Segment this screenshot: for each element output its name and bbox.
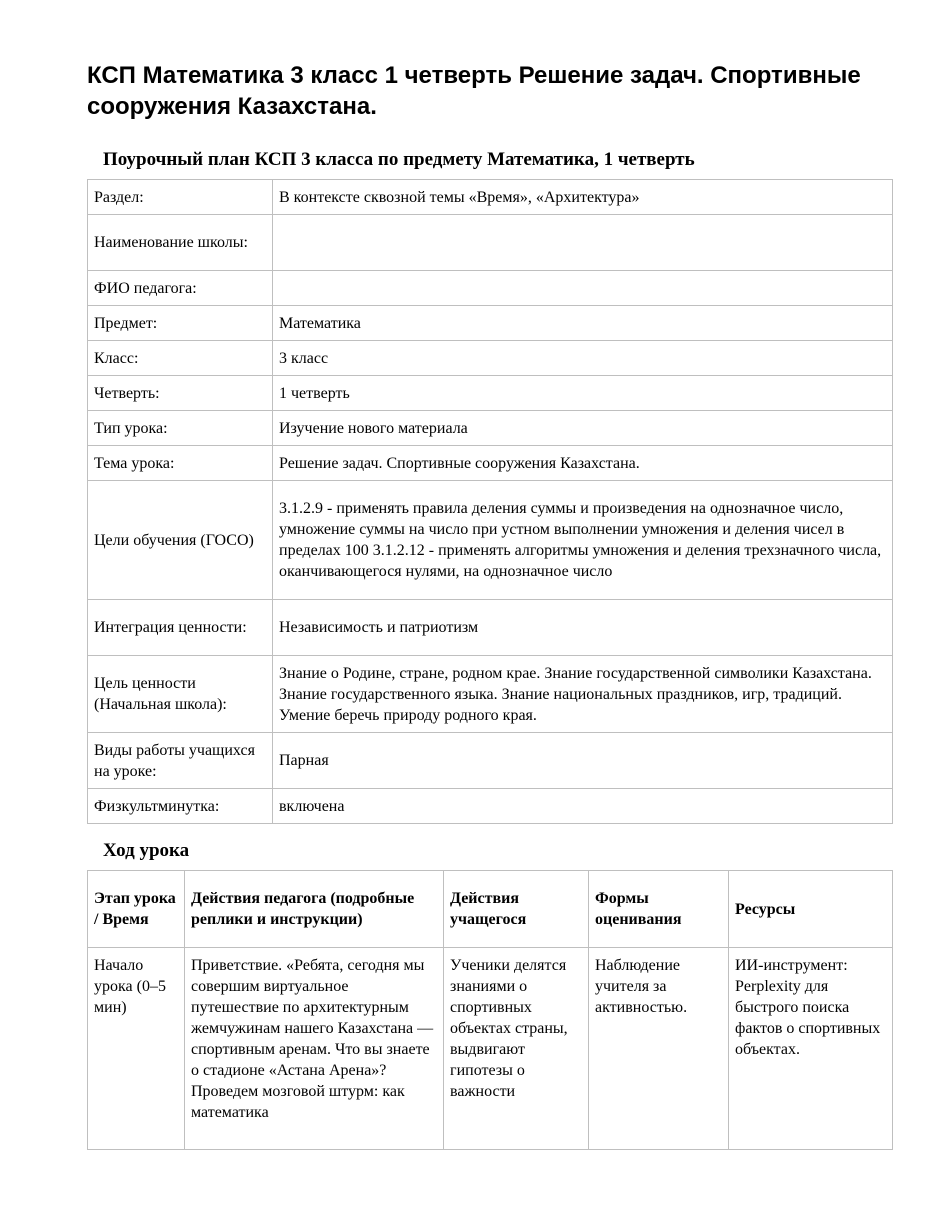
info-key: Физкультминутка: [88, 789, 273, 824]
info-value [273, 215, 893, 271]
table-row [88, 733, 893, 789]
info-value: включена [273, 789, 893, 824]
cell-student-actions: Ученики делятся знаниями о спортивных объектах страны, выдвигают гипотезы о важности [444, 948, 589, 1150]
info-value: 3.1.2.9 - применять правила деления суммы и произведения на однозначное число, умножение суммы на число при устном выполнении умножения и деления чисел в пределах 100 3.1.2.12 - применять алгоритмы умножения и деления трехзначного числа, оканчивающегося нулями, на однозначное число [273, 481, 893, 600]
info-key: Четверть: [88, 376, 273, 411]
info-key: Тип урока: [88, 411, 273, 446]
cell-teacher-actions: Приветствие. «Ребята, сегодня мы совершим виртуальное путешествие по архитектурным жемчужинам нашего Казахстана — спортивным аренам. Что вы знаете о стадионе «Астана Арена»? Проведем мозговой штурм: как математика [185, 948, 444, 1150]
info-key: Цель ценности (Начальная школа): [88, 656, 273, 733]
plan-heading: Поурочный план КСП 3 класса по предмету Математика, 1 четверть [103, 149, 695, 170]
table-row [88, 341, 893, 376]
info-key: Тема урока: [88, 446, 273, 481]
table-header-row [88, 871, 893, 948]
info-key: Класс: [88, 341, 273, 376]
table-row [88, 271, 893, 306]
info-key: Виды работы учащихся на уроке: [88, 733, 273, 789]
info-value: Независимость и патриотизм [273, 600, 893, 656]
info-value: Знание о Родине, стране, родном крае. Знание государственной символики Казахстана. Знание государственного языка. Знание национальных праздников, игр, традиций. Умение беречь природу родного края. [273, 656, 893, 733]
info-value [273, 271, 893, 306]
cell-assessment: Наблюдение учителя за активностью. [589, 948, 729, 1150]
table-row [88, 180, 893, 215]
table-row [88, 481, 893, 600]
table-row [88, 948, 893, 1150]
cell-resources: ИИ-инструмент: Perplexity для быстрого поиска фактов о спортивных объектах. [729, 948, 893, 1150]
document-title: КСП Математика 3 класс 1 четверть Решение задач. Спортивные сооружения Казахстана. [87, 62, 861, 120]
table-row [88, 411, 893, 446]
info-key: Наименование школы: [88, 215, 273, 271]
column-header-assessment: Формы оценивания [589, 871, 729, 948]
table-row [88, 656, 893, 733]
lesson-heading: Ход урока [103, 840, 190, 861]
column-header-teacher-actions: Действия педагога (подробные реплики и инструкции) [185, 871, 444, 948]
lesson-info-table [87, 179, 893, 824]
info-value: 3 класс [273, 341, 893, 376]
table-row [88, 376, 893, 411]
info-key: Интеграция ценности: [88, 600, 273, 656]
info-key: Предмет: [88, 306, 273, 341]
column-header-student-actions: Действия учащегося [444, 871, 589, 948]
info-key: Раздел: [88, 180, 273, 215]
table-row [88, 789, 893, 824]
table-row [88, 600, 893, 656]
info-value: Парная [273, 733, 893, 789]
info-value: Решение задач. Спортивные сооружения Казахстана. [273, 446, 893, 481]
table-row [88, 306, 893, 341]
cell-stage: Начало урока (0–5 мин) [88, 948, 185, 1150]
table-row [88, 446, 893, 481]
info-key: Цели обучения (ГОСО) [88, 481, 273, 600]
info-value: Математика [273, 306, 893, 341]
info-value: Изучение нового материала [273, 411, 893, 446]
info-value: В контексте сквозной темы «Время», «Архитектура» [273, 180, 893, 215]
lesson-flow-table [87, 870, 893, 1150]
column-header-stage: Этап урока / Время [88, 871, 185, 948]
column-header-resources: Ресурсы [729, 871, 893, 948]
info-value: 1 четверть [273, 376, 893, 411]
table-row [88, 215, 893, 271]
info-key: ФИО педагога: [88, 271, 273, 306]
